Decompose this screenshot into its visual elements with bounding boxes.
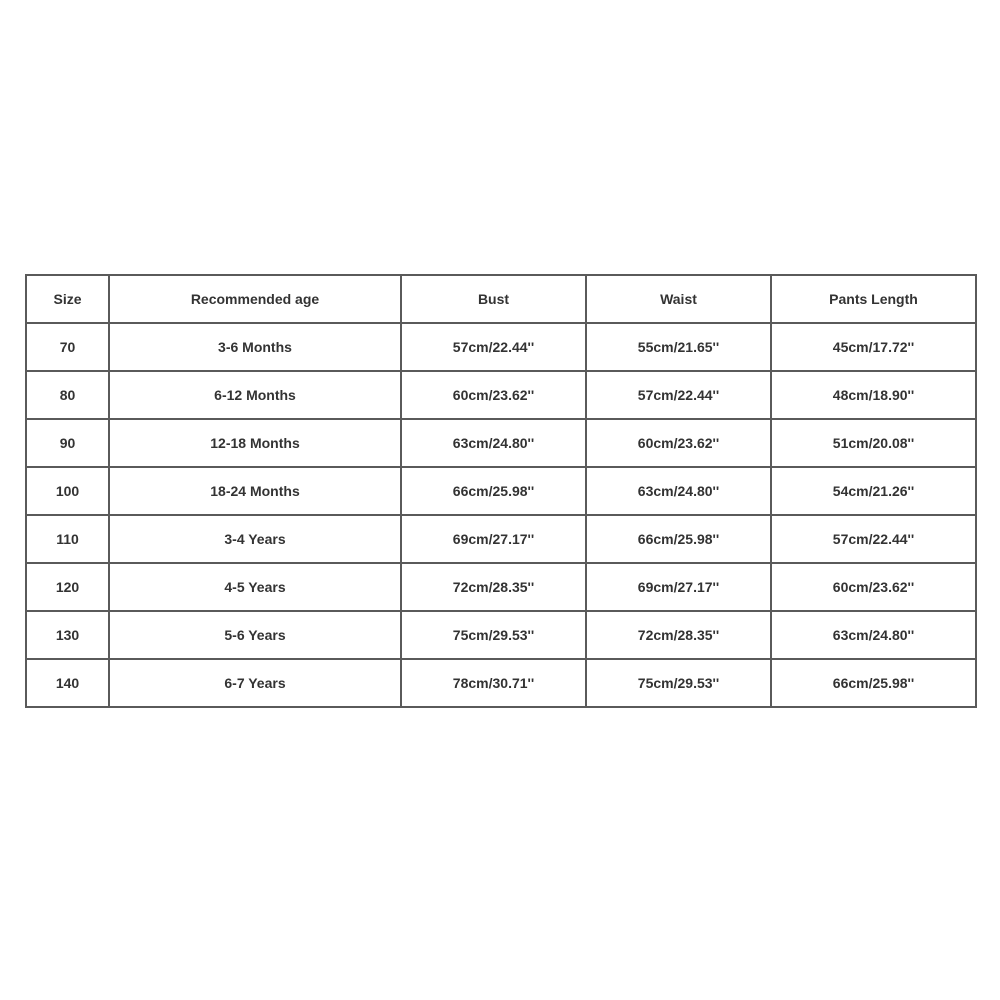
table-row — [26, 371, 976, 419]
cell-waist: 72cm/28.35'' — [586, 611, 771, 659]
cell-size: 110 — [26, 515, 109, 563]
cell-waist: 57cm/22.44'' — [586, 371, 771, 419]
table-row — [26, 611, 976, 659]
header-pants-length: Pants Length — [771, 275, 976, 323]
cell-size: 140 — [26, 659, 109, 707]
table-row — [26, 515, 976, 563]
cell-waist: 75cm/29.53'' — [586, 659, 771, 707]
cell-size: 100 — [26, 467, 109, 515]
cell-waist: 55cm/21.65'' — [586, 323, 771, 371]
cell-bust: 72cm/28.35'' — [401, 563, 586, 611]
header-recommended-age: Recommended age — [109, 275, 401, 323]
cell-size: 130 — [26, 611, 109, 659]
cell-size: 90 — [26, 419, 109, 467]
header-waist: Waist — [586, 275, 771, 323]
cell-bust: 69cm/27.17'' — [401, 515, 586, 563]
size-chart-table — [25, 274, 977, 708]
cell-size: 70 — [26, 323, 109, 371]
table-header-row — [26, 275, 976, 323]
cell-pants-length: 54cm/21.26'' — [771, 467, 976, 515]
cell-waist: 63cm/24.80'' — [586, 467, 771, 515]
cell-bust: 78cm/30.71'' — [401, 659, 586, 707]
cell-pants-length: 51cm/20.08'' — [771, 419, 976, 467]
cell-age: 12-18 Months — [109, 419, 401, 467]
cell-waist: 60cm/23.62'' — [586, 419, 771, 467]
cell-pants-length: 63cm/24.80'' — [771, 611, 976, 659]
cell-age: 6-12 Months — [109, 371, 401, 419]
cell-age: 3-4 Years — [109, 515, 401, 563]
cell-bust: 60cm/23.62'' — [401, 371, 586, 419]
header-size: Size — [26, 275, 109, 323]
cell-pants-length: 66cm/25.98'' — [771, 659, 976, 707]
cell-age: 4-5 Years — [109, 563, 401, 611]
cell-pants-length: 48cm/18.90'' — [771, 371, 976, 419]
cell-waist: 66cm/25.98'' — [586, 515, 771, 563]
header-bust: Bust — [401, 275, 586, 323]
table-row — [26, 419, 976, 467]
cell-pants-length: 57cm/22.44'' — [771, 515, 976, 563]
table-row — [26, 323, 976, 371]
cell-bust: 66cm/25.98'' — [401, 467, 586, 515]
cell-age: 6-7 Years — [109, 659, 401, 707]
cell-bust: 63cm/24.80'' — [401, 419, 586, 467]
cell-pants-length: 45cm/17.72'' — [771, 323, 976, 371]
cell-pants-length: 60cm/23.62'' — [771, 563, 976, 611]
cell-age: 5-6 Years — [109, 611, 401, 659]
cell-age: 3-6 Months — [109, 323, 401, 371]
table-row — [26, 659, 976, 707]
cell-bust: 75cm/29.53'' — [401, 611, 586, 659]
cell-size: 80 — [26, 371, 109, 419]
cell-age: 18-24 Months — [109, 467, 401, 515]
table-row — [26, 563, 976, 611]
cell-size: 120 — [26, 563, 109, 611]
cell-waist: 69cm/27.17'' — [586, 563, 771, 611]
cell-bust: 57cm/22.44'' — [401, 323, 586, 371]
table-row — [26, 467, 976, 515]
